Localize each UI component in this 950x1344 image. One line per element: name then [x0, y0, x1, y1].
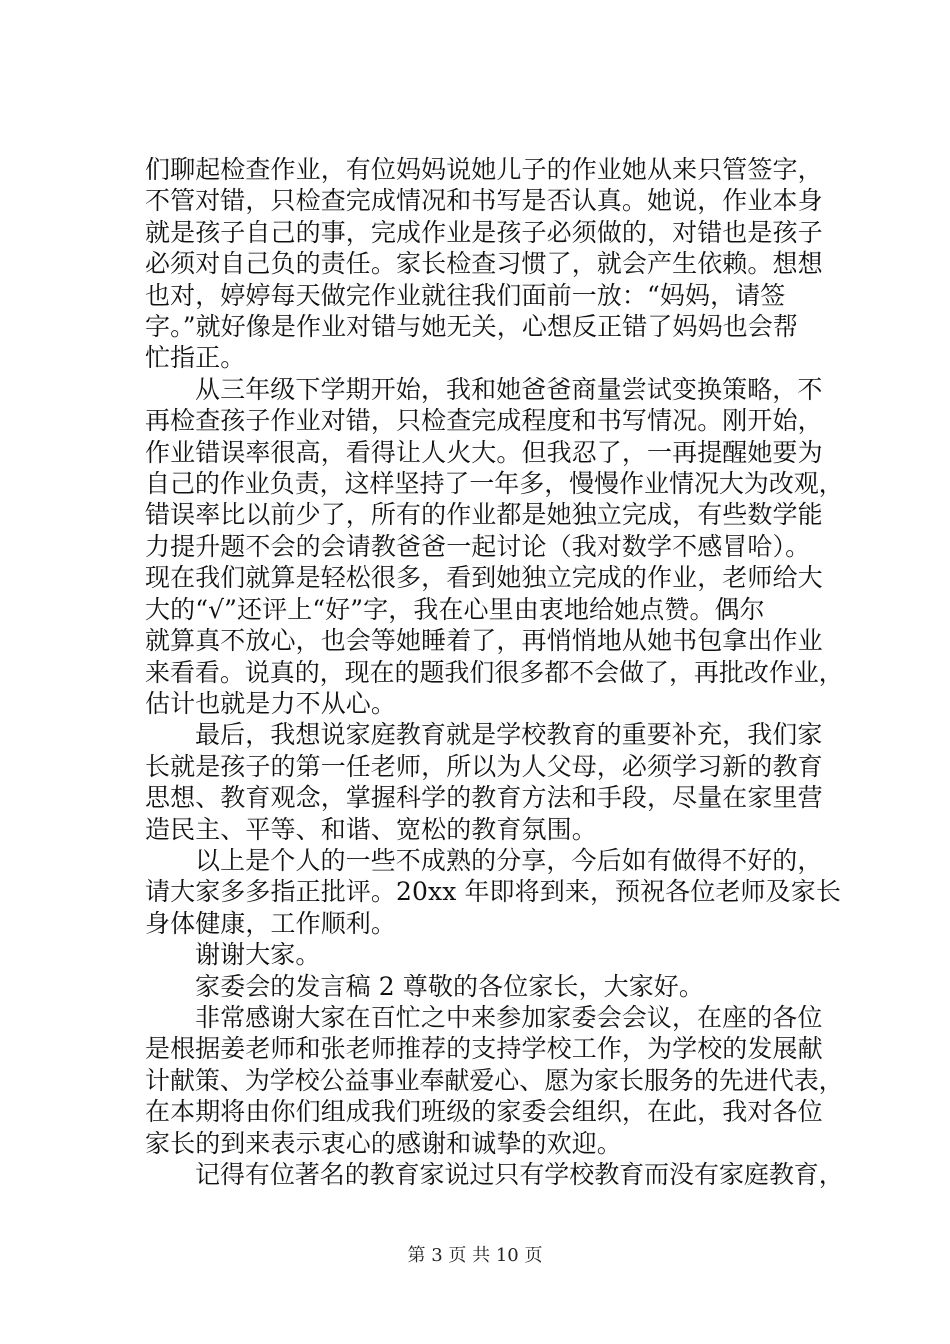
paragraph [145, 939, 845, 970]
text-line: 来看看。说真的，现在的题我们很多都不会做了，再批改作业， [145, 657, 844, 687]
paragraph [145, 1159, 845, 1190]
paragraph [145, 845, 845, 939]
text-line: 不管对错，只检查完成情况和书写是否认真。她说，作业本身 [145, 186, 823, 216]
text-line: 家长的到来表示衷心的感谢和诚挚的欢迎。 [145, 1128, 622, 1158]
text-line: 字。”就好像是作业对错与她无关，心想反正错了妈妈也会帮 [145, 312, 798, 342]
paragraph [145, 154, 845, 374]
text-line: 最后，我想说家庭教育就是学校教育的重要补充，我们家 [195, 720, 823, 750]
text-line: 错误率比以前少了，所有的作业都是她独立完成，有些数学能 [145, 500, 823, 530]
text-line: 们聊起检查作业，有位妈妈说她儿子的作业她从来只管签字， [145, 155, 823, 184]
text-line: 是根据姜老师和张老师推荐的支持学校工作，为学校的发展献 [145, 1034, 823, 1064]
text-line: 谢谢大家。 [195, 940, 321, 970]
document-body [145, 154, 845, 1190]
paragraph [145, 1002, 845, 1159]
text-line: 就算真不放心，也会等她睡着了，再悄悄地从她书包拿出作业 [145, 626, 823, 656]
text-line: 力提升题不会的会请教爸爸一起讨论（我对数学不感冒哈）。 [145, 531, 811, 561]
text-line: 自己的作业负责，这样坚持了一年多，慢慢作业情况大为改观， [145, 469, 844, 499]
text-line: 也对，婷婷每天做完作业就往我们面前一放：“妈妈，请签 [145, 280, 786, 310]
text-line: 造民主、平等、和谐、宽松的教育氛围。 [145, 814, 597, 844]
text-line: 非常感谢大家在百忙之中来参加家委会会议，在座的各位 [195, 1002, 823, 1032]
page-number: 第 3 页 共 10 页 [407, 1245, 543, 1266]
text-line: 家委会的发言稿 2 尊敬的各位家长，大家好。 [195, 971, 705, 1001]
text-line: 请大家多多指正批评。20xx 年即将到来，预祝各位老师及家长 [145, 877, 841, 907]
page-footer [0, 1245, 950, 1267]
text-line: 再检查孩子作业对错，只检查完成程度和书写情况。刚开始， [145, 406, 823, 436]
text-line: 大的“√”还评上“好”字，我在心里由衷地给她点赞。偶尔 [145, 594, 765, 624]
text-line: 必须对自己负的责任。家长检查习惯了，就会产生依赖。想想 [145, 249, 823, 279]
text-line: 以上是个人的一些不成熟的分享，今后如有做得不好的， [195, 845, 823, 875]
text-line: 身体健康，工作顺利。 [145, 908, 397, 938]
text-line: 估计也就是力不从心。 [145, 688, 397, 718]
text-line: 思想、教育观念，掌握科学的教育方法和手段，尽量在家里营 [145, 783, 823, 813]
paragraph [145, 374, 845, 719]
text-line: 从三年级下学期开始，我和她爸爸商量尝试变换策略，不 [195, 374, 823, 404]
text-line: 记得有位著名的教育家说过只有学校教育而没有家庭教育， [195, 1160, 844, 1189]
text-line: 就是孩子自己的事，完成作业是孩子必须做的，对错也是孩子 [145, 217, 823, 247]
paragraph [145, 971, 845, 1002]
text-line: 忙指正。 [145, 343, 246, 373]
text-line: 长就是孩子的第一任老师，所以为人父母，必须学习新的教育 [145, 751, 823, 781]
text-line: 计献策、为学校公益事业奉献爱心、愿为家长服务的先进代表， [145, 1065, 844, 1095]
text-line: 现在我们就算是轻松很多，看到她独立完成的作业，老师给大 [145, 563, 823, 593]
paragraph [145, 719, 845, 845]
text-line: 作业错误率很高，看得让人火大。但我忍了，一再提醒她要为 [145, 437, 823, 467]
text-line: 在本期将由你们组成我们班级的家委会组织，在此，我对各位 [145, 1097, 823, 1127]
